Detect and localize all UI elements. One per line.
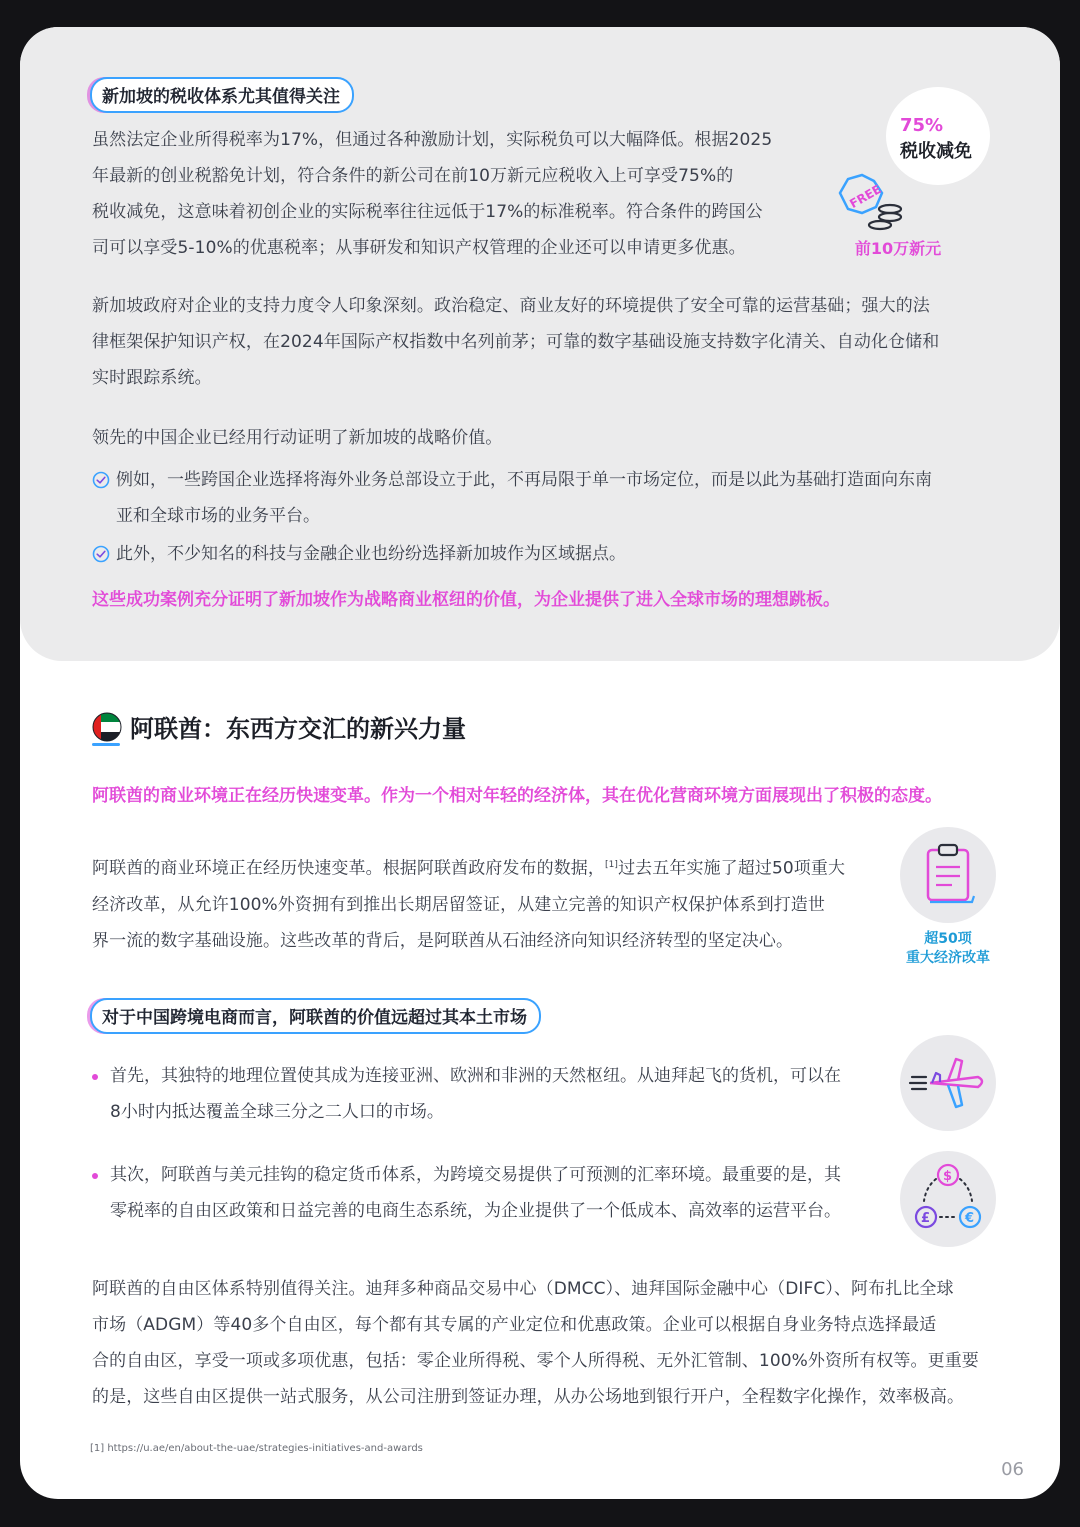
reform-text: 阿联酋的商业环境正在经历快速变革。根据阿联酋政府发布的数据， [92,858,605,879]
leading-line: 领先的中国企业已经用行动证明了新加坡的战略价值。 [92,428,503,448]
tax-paragraph [92,122,832,266]
reform-badge-line: 重大经济改革 [906,950,990,966]
bullet-dot [92,1074,98,1080]
check-item [92,536,1012,572]
bullet-text [110,1058,841,1130]
reform-line: 经济改革，从允许100%外资拥有到推出长期居留签证，从建立完善的知识产权保护体系到打造世 [92,894,825,915]
uae-title: 阿联酋：东西方交汇的新兴力量 [130,715,466,743]
freezone-line: 合的自由区，享受一项或多项优惠，包括：零企业所得税、零个人所得税、无外汇管制、100%外资所有权等。更重要 [92,1351,979,1371]
support-paragraph [92,288,1012,396]
support-line: 新加坡政府对企业的支持力度令人印象深刻。政治稳定、商业友好的环境提供了安全可靠的运营基础；强大的法 [92,296,930,316]
currency-exchange-icon [908,1161,988,1237]
bullet-item [92,1058,892,1130]
page [20,27,1060,1499]
freezone-line: 市场（ADGM）等40多个自由区，每个都有其专属的产业定位和优惠政策。企业可以根据自身业务特点选择最适 [92,1315,937,1335]
tax-badge-caption: 前10万新元 [854,239,942,258]
bullet-line: 零税率的自由区政策和日益完善的电商生态系统，为企业提供了一个低成本、高效率的运营平台。 [110,1201,841,1221]
bullet-text [110,1157,841,1229]
reform-text: 过去五年实施了超过50项重大 [618,858,846,879]
reform-badge-line: 超50项 [924,931,972,947]
footnote[interactable]: [1] https://u.ae/en/about-the-uae/strategies-initiatives-and-awards [90,1443,423,1454]
page-number: 06 [1001,1459,1024,1480]
freezone-line: 的是，这些自由区提供一站式服务，从公司注册到签证办理，从办公场地到银行开户，全程数字化操作，效率极高。 [92,1387,965,1407]
tax-system-pill: 新加坡的税收体系尤其值得关注 [90,77,354,113]
tax-line: 虽然法定企业所得税率为17%，但通过各种激励计划，实际税负可以大幅降低。根据2025 [92,130,773,150]
bullet-item [92,1157,892,1229]
airplane-icon [908,1053,988,1113]
check-item [92,462,1012,534]
support-line: 律框架保护知识产权，在2024年国际产权指数中名列前茅；可靠的数字基础设施支持数字化清关、自动化仓储和 [92,332,940,352]
tax-line: 税收减免，这意味着初创企业的实际税率往往远低于17%的标准税率。符合条件的跨国公 [92,202,763,222]
reform-badge [900,827,996,923]
check-line: 亚和全球市场的业务平台。 [116,506,320,526]
singapore-conclusion: 这些成功案例充分证明了新加坡作为战略商业枢纽的价值，为企业提供了进入全球市场的理想跳板。 [92,590,840,610]
tax-line: 司可以享受5-10%的优惠税率；从事研发和知识产权管理的企业还可以申请更多优惠。 [92,238,746,258]
ecommerce-pill: 对于中国跨境电商而言，阿联酋的价值远超过其本土市场 [90,998,541,1034]
tax-percent: 75% [900,115,944,136]
freezone-line: 阿联酋的自由区体系特别值得关注。迪拜多种商品交易中心（DMCC）、迪拜国际金融中心（DIFC）、阿布扎比全球 [92,1279,954,1299]
dollar-symbol: $ [943,1169,953,1184]
reform-badge-caption [888,930,1008,968]
check-line: 此外，不少知名的科技与金融企业也纷纷选择新加坡作为区域据点。 [116,544,626,564]
check-line: 例如，一些跨国企业选择将海外业务总部设立于此，不再局限于单一市场定位，而是以此为基础打造面向东南 [116,470,932,490]
tax-relief-label: 税收减免 [900,141,972,162]
bullet-line: 首先，其独特的地理位置使其成为连接亚洲、欧洲和非洲的天然枢纽。从迪拜起飞的货机，可以在 [110,1066,841,1086]
reform-paragraph [92,847,892,959]
uae-flag-icon [92,712,122,742]
tax-line: 年最新的创业税豁免计划，符合条件的新公司在前10万新元应税收入上可享受75%的 [92,166,734,186]
free-tag-text: FREE [847,181,884,212]
singapore-panel [20,27,1060,661]
uae-intro-highlight: 阿联酋的商业环境正在经历快速变革。作为一个相对年轻的经济体，其在优化营商环境方面展现出了积极的态度。 [92,786,942,806]
check-circle-icon [92,545,110,563]
bullet-dot [92,1173,98,1179]
airplane-badge [900,1035,996,1131]
clipboard-icon [918,840,978,910]
currency-badge [900,1151,996,1247]
check-text [116,462,932,534]
freezone-paragraph [92,1271,1022,1415]
check-text [116,536,626,572]
uae-section-title [92,709,466,744]
reform-line: 界一流的数字基础设施。这些改革的背后，是阿联酋从石油经济向知识经济转型的坚定决心。 [92,930,794,951]
bullet-line: 8小时内抵达覆盖全球三分之二人口的市场。 [110,1102,444,1122]
euro-symbol: € [965,1211,975,1226]
check-circle-icon [92,471,110,489]
free-coins-icon [830,163,910,233]
bullet-line: 其次，阿联酋与美元挂钩的稳定货币体系，为跨境交易提供了可预测的汇率环境。最重要的是，其 [110,1165,841,1185]
reform-line [92,847,892,887]
support-line: 实时跟踪系统。 [92,368,212,388]
footnote-ref[interactable]: [1] [605,860,619,870]
title-underline [92,743,120,746]
pound-symbol: £ [921,1211,931,1226]
